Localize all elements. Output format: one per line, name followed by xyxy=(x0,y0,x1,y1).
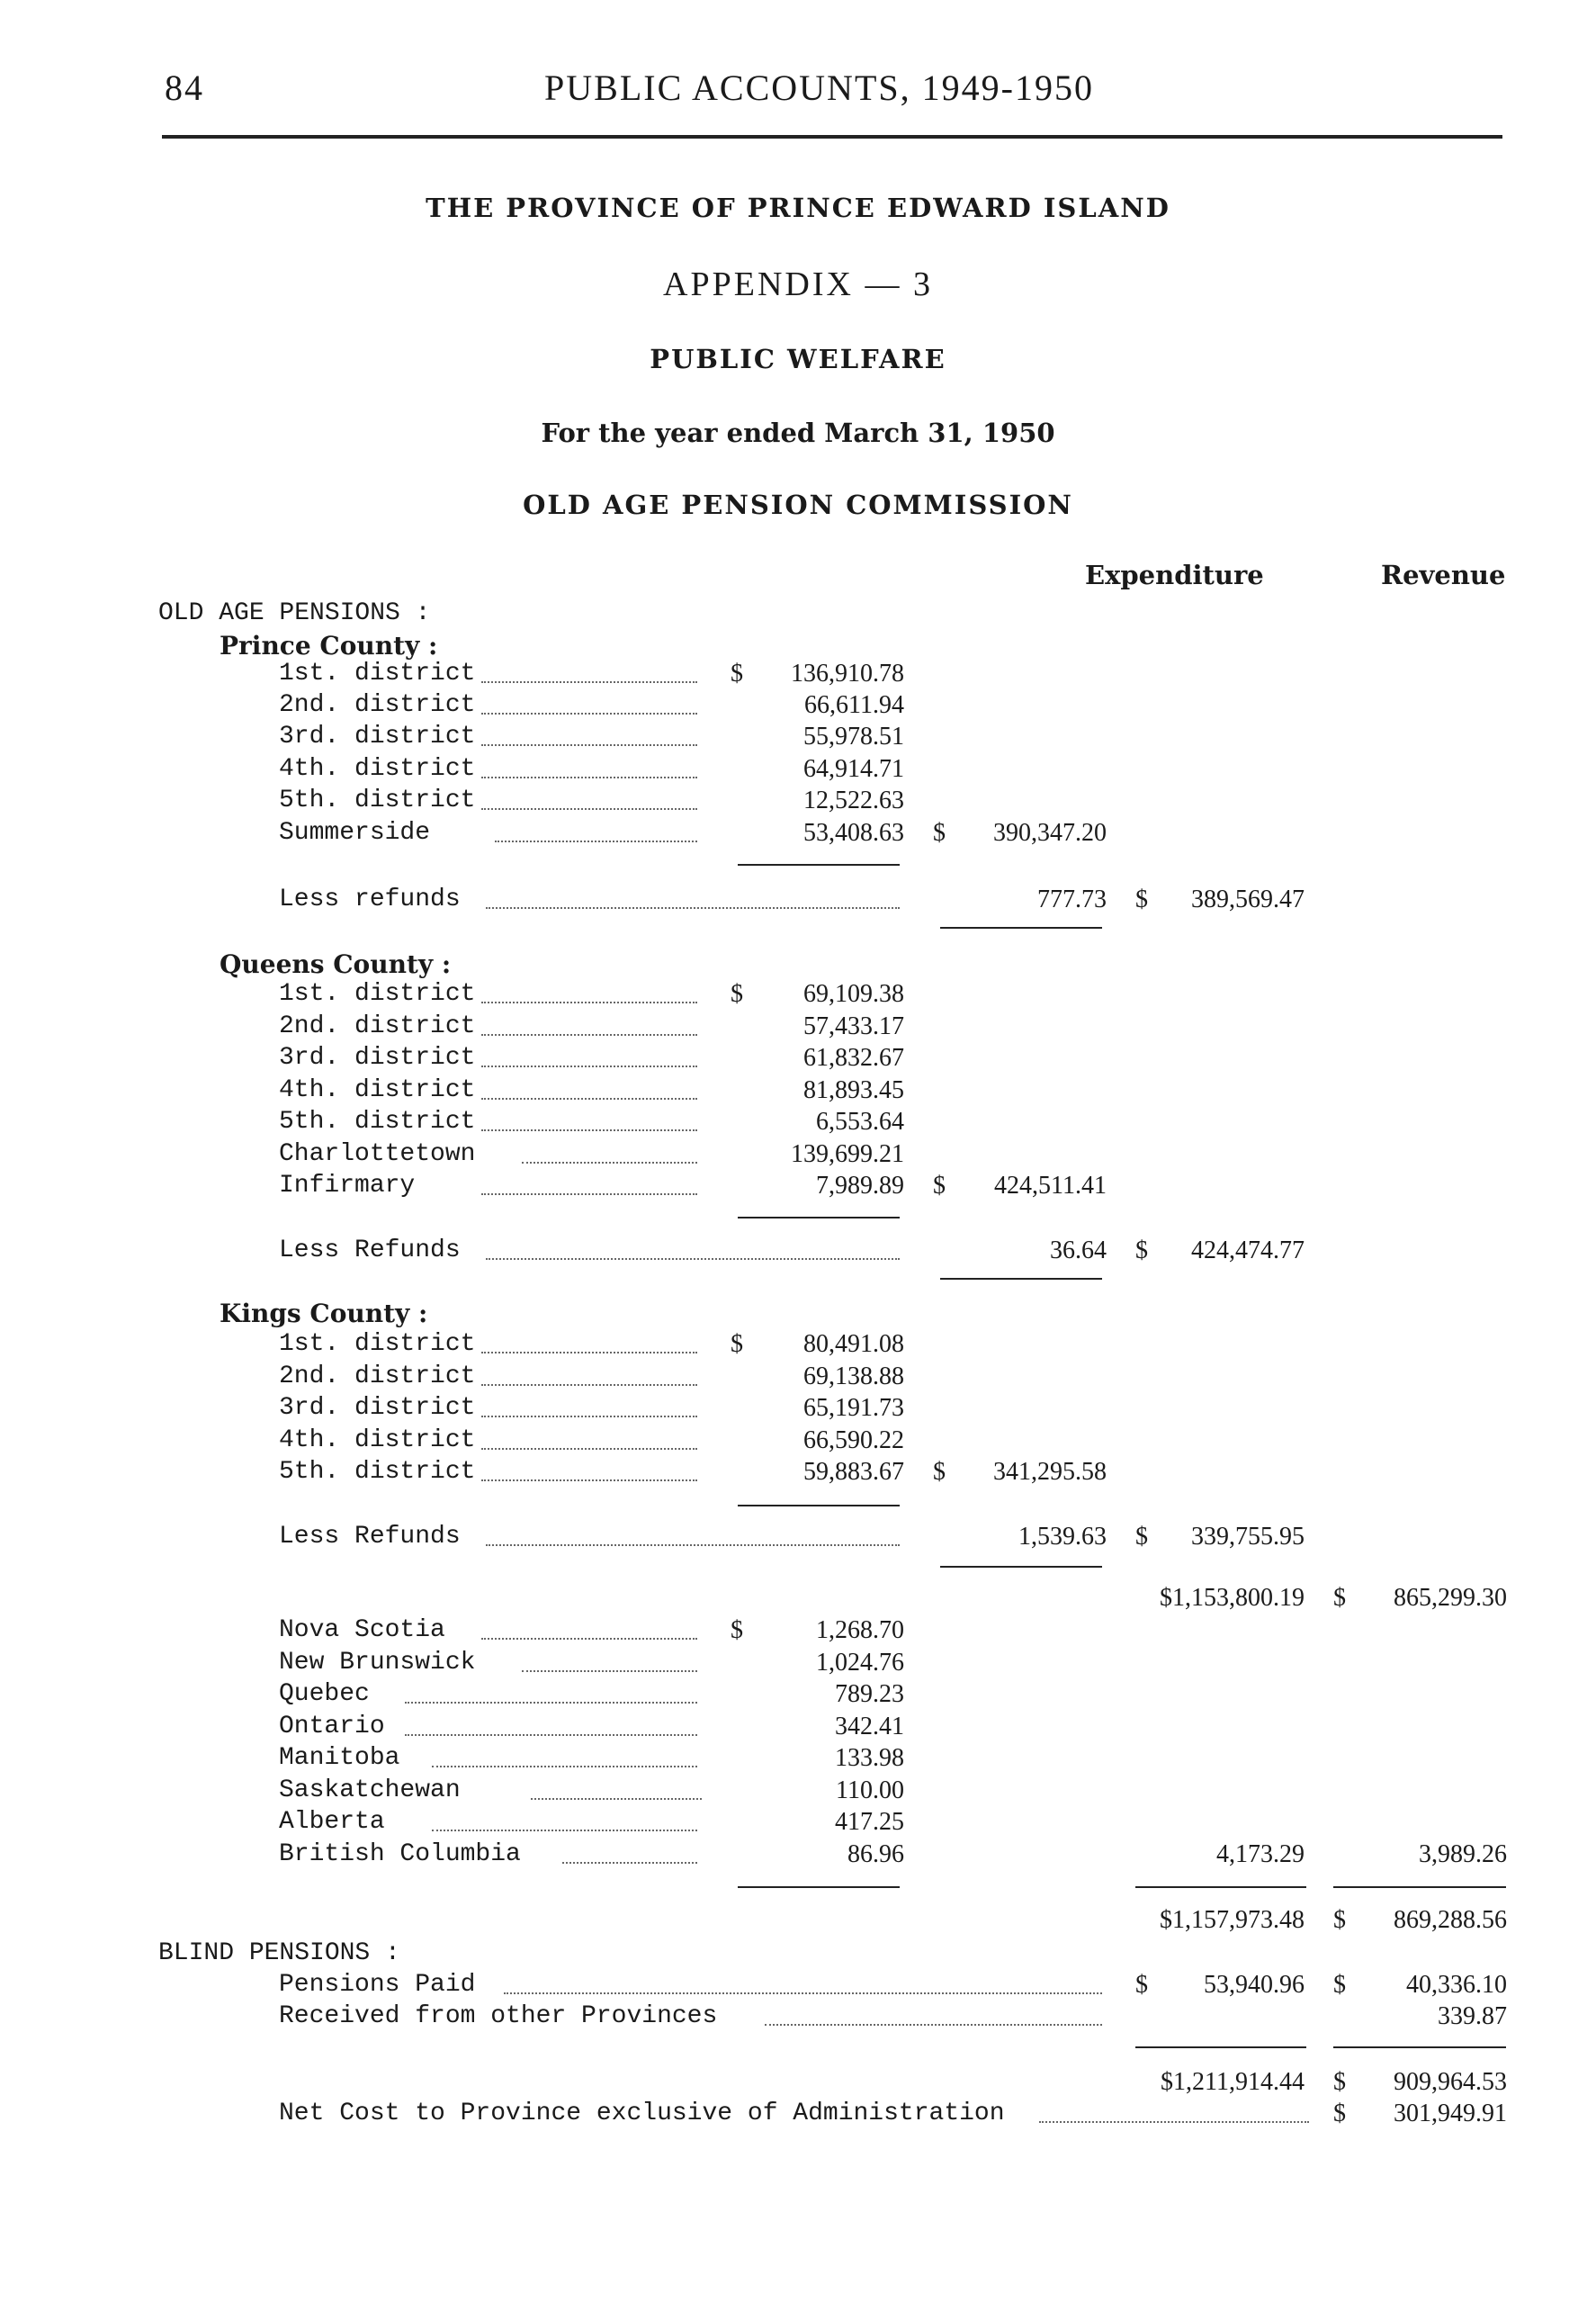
table-row: Infirmary 7,989.89 $ 424,511.41 xyxy=(279,1172,1107,1200)
table-row: Alberta 417.25 xyxy=(279,1808,904,1836)
provinces-exp-rule xyxy=(1135,1886,1306,1888)
table-row: 3rd. district 55,978.51 xyxy=(279,723,904,751)
header-rule xyxy=(162,135,1502,139)
table-row: 3rd. district 65,191.73 xyxy=(279,1394,904,1422)
table-row: 1st. district $ 69,109.38 xyxy=(279,980,904,1008)
kings-county-heading: Kings County : xyxy=(220,1299,428,1328)
department-title: PUBLIC WELFARE xyxy=(650,344,946,374)
final-total-row: $1,211,914.44 $ 909,964.53 xyxy=(1161,2068,1507,2096)
table-row: 5th. district 6,553.64 xyxy=(279,1108,904,1136)
prince-sum-rule xyxy=(738,864,900,866)
table-row: 5th. district 12,522.63 xyxy=(279,787,904,814)
prince-refund-rule xyxy=(940,927,1102,929)
commission-title: OLD AGE PENSION COMMISSION xyxy=(523,490,1073,520)
old-age-grand-total-row: $1,157,973.48 $ 869,288.56 xyxy=(1160,1906,1507,1934)
table-row: 2nd. district 69,138.88 xyxy=(279,1362,904,1390)
page-number: 84 xyxy=(165,67,204,108)
table-row: 4th. district 64,914.71 xyxy=(279,755,904,783)
table-row: 4th. district 66,590.22 xyxy=(279,1426,904,1454)
provinces-rev-rule xyxy=(1333,1886,1506,1888)
table-row: Charlottetown 139,699.21 xyxy=(279,1140,904,1168)
table-row: 1st. district $ 136,910.78 xyxy=(279,660,904,688)
blind-rev-rule xyxy=(1333,2046,1506,2048)
table-row: Nova Scotia $ 1,268.70 xyxy=(279,1616,904,1644)
net-cost-row: Net Cost to Province exclusive of Administration $ 301,949.91 xyxy=(279,2100,1507,2127)
table-row: 2nd. district 66,611.94 xyxy=(279,691,904,719)
old-age-total-row: $1,153,800.19 $ 865,299.30 xyxy=(1160,1584,1507,1612)
table-row: 5th. district 59,883.67 $ 341,295.58 xyxy=(279,1458,1107,1486)
queens-refunds-row: Less Refunds 36.64 $ 424,474.77 xyxy=(279,1236,1305,1264)
queens-sum-rule xyxy=(738,1217,900,1218)
table-row: 3rd. district 61,832.67 xyxy=(279,1044,904,1072)
prince-county-heading: Prince County : xyxy=(220,631,438,661)
running-title: PUBLIC ACCOUNTS, 1949-1950 xyxy=(544,67,1094,108)
kings-refunds-row: Less Refunds 1,539.63 $ 339,755.95 xyxy=(279,1523,1305,1551)
blind-pensions-heading: BLIND PENSIONS : xyxy=(158,1939,400,1967)
table-row: Ontario 342.41 xyxy=(279,1713,904,1740)
table-row: Saskatchewan 110.00 xyxy=(279,1776,904,1804)
table-row: New Brunswick 1,024.76 xyxy=(279,1649,904,1677)
queens-county-heading: Queens County : xyxy=(220,949,452,979)
prince-refunds-row: Less refunds 777.73 $ 389,569.47 xyxy=(279,886,1305,913)
column-revenue: Revenue xyxy=(1381,560,1506,590)
table-row: 4th. district 81,893.45 xyxy=(279,1076,904,1104)
table-row: Summerside 53,408.63 $ 390,347.20 xyxy=(279,819,1107,847)
column-expenditure: Expenditure xyxy=(1085,560,1264,590)
table-row: Quebec 789.23 xyxy=(279,1680,904,1708)
provinces-sum-rule xyxy=(738,1886,900,1888)
table-row: Manitoba 133.98 xyxy=(279,1744,904,1772)
kings-sum-rule xyxy=(738,1505,900,1506)
table-row: 2nd. district 57,433.17 xyxy=(279,1012,904,1040)
province-title: THE PROVINCE OF PRINCE EDWARD ISLAND xyxy=(426,193,1170,223)
period-title: For the year ended March 31, 1950 xyxy=(541,418,1055,448)
appendix-title: APPENDIX — 3 xyxy=(663,265,933,303)
table-row: 1st. district $ 80,491.08 xyxy=(279,1330,904,1358)
pensions-paid-row: Pensions Paid $ 53,940.96 $ 40,336.10 xyxy=(279,1971,1507,1999)
old-age-pensions-heading: OLD AGE PENSIONS : xyxy=(158,599,431,627)
received-other-provinces-row: Received from other Provinces 339.87 xyxy=(279,2002,1507,2030)
blind-exp-rule xyxy=(1135,2046,1306,2048)
kings-refund-rule xyxy=(940,1566,1102,1568)
table-row: British Columbia 86.96 4,173.29 3,989.26 xyxy=(279,1840,1507,1868)
queens-refund-rule xyxy=(940,1278,1102,1280)
